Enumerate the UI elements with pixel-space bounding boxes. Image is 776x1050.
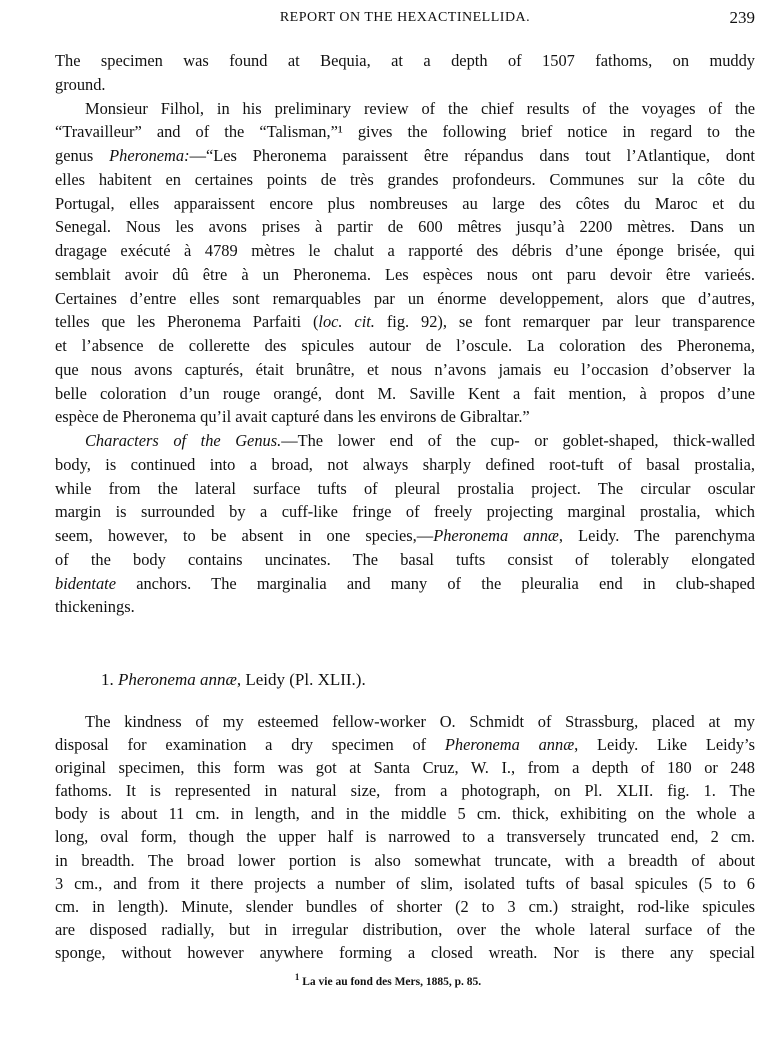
- text-run: dragage exécuté à 4789 mètres le chalut a rapporté des débris d’une éponge brisée, qui: [55, 241, 755, 260]
- text-run: telles que les Pheronema Parfaiti (: [55, 312, 319, 332]
- footnote: [0, 972, 776, 988]
- footnote-marker: 1: [294, 972, 300, 982]
- text-run: seem, however, to be absent in one species,—: [55, 526, 434, 545]
- italic-text: Pheronema annæ: [444, 735, 575, 755]
- text-line: [55, 168, 755, 192]
- text-line: [55, 849, 755, 872]
- text-run: while from the lateral surface tufts of pleural prostalia project. The circular oscular: [55, 478, 755, 498]
- text-line: [55, 548, 755, 572]
- paragraph: [55, 49, 755, 97]
- text-line: [55, 524, 755, 548]
- text-run: anchors. The marginalia and many of the pleuralia end in club-shaped: [116, 573, 755, 593]
- text-line: [55, 733, 755, 756]
- text-run: cm. in length). Minute, slender bundles of shorter (2 to 3 cm.) straight, rod-like spicules: [55, 896, 755, 916]
- text-run: thickenings.: [55, 597, 135, 617]
- text-run: Senegal. Nous les avons prises à partir de 600 mêtres jusqu’à 2200 mètres. Dans un: [55, 217, 755, 237]
- text-line: [55, 779, 755, 802]
- italic-text: Pheronema:: [109, 146, 190, 165]
- text-run: of the body contains uncinates. The basal tufts consist of tolerably elongated: [55, 549, 755, 569]
- running-title: REPORT ON THE HEXACTINELLIDA.: [279, 10, 531, 25]
- section-number: 1.: [101, 670, 118, 689]
- text-run: belle coloration d’un rouge orangé, dont M. Saville Kent a fait mention, à propos d’une: [55, 383, 755, 403]
- text-run: sponge, without however anywhere forming a closed wreath. Nor is there any special: [55, 942, 755, 962]
- text-line: [55, 73, 755, 97]
- text-line: [55, 756, 755, 779]
- text-run: long, oval form, though the upper half is narrowed to a transversely truncated end, 2 cm.: [55, 827, 755, 847]
- text-line: [55, 382, 755, 406]
- section-heading: [101, 670, 366, 690]
- text-line: [55, 405, 755, 429]
- text-run: et l’absence de collerette des spicules autour de l’oscule. La coloration des Pheronema,: [55, 336, 755, 355]
- text-line: [55, 192, 755, 216]
- text-line: [55, 215, 755, 239]
- text-run: semblait avoir dû être à un Pheronema. Les espèces nous ont paru devoir être varieés.: [55, 264, 755, 284]
- text-run: disposal for examination a dry specimen of: [55, 735, 445, 755]
- italic-text: Characters of the Genus.: [85, 431, 282, 450]
- text-line: [55, 595, 755, 619]
- text-run: body is about 11 cm. in length, and in the middle 5 cm. thick, exhibiting on the whole a: [55, 804, 755, 824]
- text-line: [55, 144, 755, 168]
- text-line: [55, 710, 755, 733]
- italic-text: loc. cit.: [318, 312, 375, 332]
- body-text-upper: [55, 49, 755, 619]
- text-run: are disposed radially, but in irregular distribution, over the whole lateral surface of the: [55, 919, 755, 939]
- footnote-text: La vie au fond des Mers, 1885, p. 85.: [299, 976, 482, 988]
- text-run: The specimen was found at Bequia, at a depth of 1507 fathoms, on muddy: [55, 51, 755, 70]
- text-run: 3 cm., and from it there projects a number of slim, isolated tufts of basal spicules (5 to 6: [55, 873, 755, 893]
- text-line: [55, 895, 755, 918]
- text-run: “Travailleur” and of the “Talisman,”¹ gives the following brief notice in regard to the: [55, 122, 755, 142]
- italic-text: bidentate: [55, 573, 116, 593]
- text-line: [55, 872, 755, 895]
- paragraph: [55, 97, 755, 430]
- text-line: [55, 310, 755, 334]
- text-run: , Leidy. The parenchyma: [558, 526, 755, 545]
- running-header: [55, 10, 755, 34]
- text-run: fig. 92), se font remarquer par leur transparence: [374, 312, 755, 332]
- text-line: [55, 429, 755, 453]
- page-number: 239: [729, 8, 755, 27]
- text-line: [55, 802, 755, 825]
- text-line: [55, 477, 755, 501]
- italic-text: Pheronema annæ: [433, 526, 559, 545]
- text-run: genus: [55, 146, 110, 165]
- text-line: [55, 825, 755, 848]
- text-line: [55, 358, 755, 382]
- text-run: The kindness of my esteemed fellow-worker O. Schmidt of Strassburg, placed at my: [85, 712, 755, 731]
- text-run: Monsieur Filhol, in his preliminary review of the chief results of the voyages of the: [85, 98, 755, 118]
- text-run: Certaines d’entre elles sont remarquables par un énorme developpement, alors que d’autres,: [55, 288, 755, 308]
- text-line: [55, 120, 755, 144]
- paragraph: [55, 429, 755, 619]
- text-line: [55, 287, 755, 311]
- text-run: Portugal, elles apparaissent encore plus nombreuses au large des côtes du Maroc et du: [55, 193, 755, 213]
- text-line: [55, 941, 755, 964]
- body-text-lower: [55, 710, 755, 964]
- section-species: Pheronema annæ: [118, 670, 237, 689]
- section-heading-rest: , Leidy (Pl. XLII.).: [236, 670, 366, 689]
- text-run: espèce de Pheronema qu’il avait capturé dans les environs de Gibraltar.”: [55, 407, 530, 427]
- text-line: [55, 334, 755, 358]
- text-line: [55, 572, 755, 596]
- text-run: body, is continued into a broad, not always sharply defined root-tuft of basal prostalia,: [55, 454, 755, 474]
- text-run: original specimen, this form was got at Santa Cruz, W. I., from a depth of 180 or 248: [55, 758, 755, 778]
- text-run: —The lower end of the cup- or goblet-shaped, thick-walled: [281, 431, 755, 450]
- text-run: margin is surrounded by a cuff-like fringe of freely projecting marginal prostalia, which: [55, 502, 755, 522]
- text-run: ground.: [55, 74, 106, 94]
- text-line: [55, 239, 755, 263]
- text-line: [55, 500, 755, 524]
- paragraph: [55, 710, 755, 964]
- text-run: , Leidy. Like Leidy’s: [574, 735, 755, 755]
- text-run: —“Les Pheronema paraissent être répandus dans tout l’Atlantique, dont: [189, 146, 755, 165]
- text-run: que nous avons capturés, était brunâtre, et nous n’avons jamais eu l’occasion d’observer la: [55, 359, 755, 379]
- text-line: [55, 263, 755, 287]
- text-line: [55, 49, 755, 73]
- text-run: elles habitent en certaines points de très grandes profondeurs. Communes sur la côte du: [55, 169, 755, 189]
- text-line: [55, 97, 755, 121]
- text-run: in breadth. The broad lower portion is also somewhat truncate, with a breadth of about: [55, 850, 755, 870]
- text-run: fathoms. It is represented in natural size, from a photograph, on Pl. XLII. fig. 1. The: [55, 781, 755, 801]
- text-line: [55, 453, 755, 477]
- text-line: [55, 918, 755, 941]
